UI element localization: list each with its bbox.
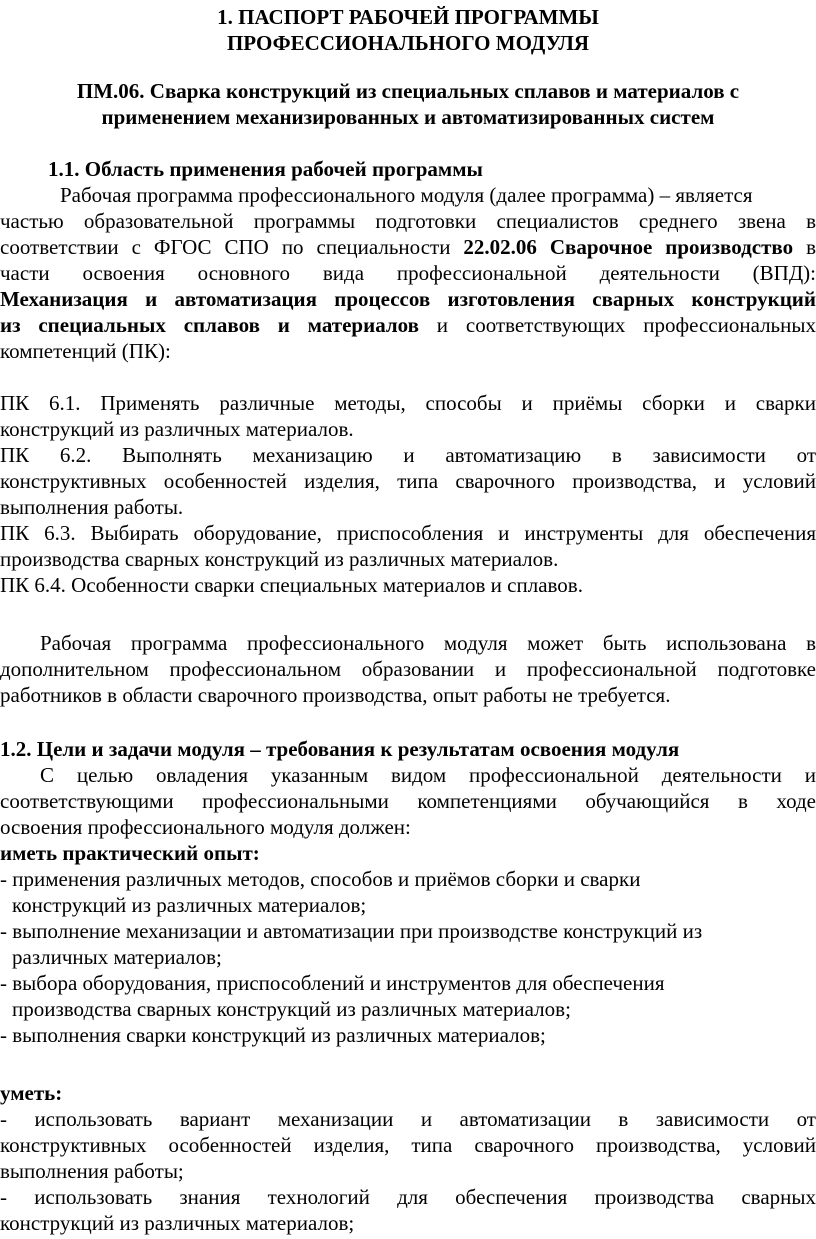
list-item: - применения различных методов, способов и приёмов сборки и сварки	[0, 867, 641, 891]
pk-item-line: ПК 6.1. Применять различные методы, способы и приёмы сборки и сварки	[0, 391, 816, 415]
paragraph-line: С целью овладения указанным видом профессиональной деятельности и	[40, 763, 816, 787]
pk-item-line: ПК 6.4. Особенности сварки специальных материалов и сплавов.	[0, 573, 583, 597]
list-item: конструктивных особенностей изделия, типа сварочного производства, условий	[0, 1133, 816, 1157]
pk-item-line: конструкций из различных материалов.	[0, 417, 354, 441]
list-item: - использовать знания технологий для обеспечения производства сварных	[0, 1185, 816, 1209]
specialty-name: 22.02.06 Сварочное производство	[463, 235, 794, 259]
pk-item-line: производства сварных конструкций из различных материалов.	[0, 547, 559, 571]
pk-item-line: конструктивных особенностей изделия, типа сварочного производства, и условий	[0, 469, 816, 493]
list-item: производства сварных конструкций из различных материалов;	[12, 997, 571, 1021]
pk-item-line: выполнения работы.	[0, 495, 184, 519]
list-item: различных материалов;	[12, 945, 222, 969]
paragraph-line: дополнительном профессиональном образовании и профессиональной подготовке	[0, 657, 816, 681]
list-item: конструкций из различных материалов;	[12, 893, 367, 917]
paragraph-line: Рабочая программа профессионального модуля (далее программа) – является	[60, 183, 753, 207]
module-title-line-2: применением механизированных и автоматизированных систем	[101, 105, 715, 129]
list-item: - использовать вариант механизации и автоматизации в зависимости от	[0, 1107, 816, 1131]
pk-item-line: ПК 6.3. Выбирать оборудование, приспособления и инструменты для обеспечения	[0, 521, 816, 545]
paragraph-line	[0, 312, 816, 338]
paragraph-line: соответствующими профессиональными компетенциями обучающийся в ходе	[0, 789, 816, 813]
paragraph-line: части освоения основного вида профессиональной деятельности (ВПД):	[0, 261, 816, 285]
paragraph-line: работников в области сварочного производства, опыт работы не требуется.	[0, 683, 671, 707]
pk-item-line: ПК 6.2. Выполнять механизацию и автоматизацию в зависимости от	[0, 443, 816, 467]
list-item: - выполнения сварки конструкций из различных материалов;	[0, 1023, 546, 1047]
paragraph-text: соответствии с ФГОС СПО по специальности	[0, 235, 464, 259]
experience-label: иметь практический опыт:	[0, 841, 260, 865]
section-1-1-heading: 1.1. Область применения рабочей программы	[48, 157, 483, 181]
list-item: - выполнение механизации и автоматизации при производстве конструкций из	[0, 919, 703, 943]
paragraph-line: компетенций (ПК):	[0, 339, 171, 363]
paragraph-text: в	[793, 235, 816, 259]
paragraph-text: и соответствующих профессиональных	[418, 313, 816, 337]
paragraph-line: частью образовательной программы подготовки специалистов среднего звена в	[0, 209, 816, 233]
skills-label: уметь:	[0, 1081, 63, 1105]
page-title-line-1: 1. ПАСПОРТ РАБОЧЕЙ ПРОГРАММЫ	[217, 5, 599, 29]
section-1-2-heading: 1.2. Цели и задачи модуля – требования к результатам освоения модуля	[0, 737, 680, 761]
paragraph-line: освоения профессионального модуля должен:	[0, 815, 411, 839]
vpd-name-line: Механизация и автоматизация процессов изготовления сварных конструкций	[0, 287, 816, 311]
list-item: выполнения работы;	[0, 1159, 184, 1183]
paragraph-line	[0, 234, 816, 260]
vpd-name-continued: из специальных сплавов и материалов	[0, 313, 419, 337]
list-item: конструкций из различных материалов;	[0, 1211, 355, 1235]
paragraph-line: Рабочая программа профессионального модуля может быть использована в	[40, 631, 816, 655]
page-title-line-2: ПРОФЕССИОНАЛЬНОГО МОДУЛЯ	[226, 31, 590, 55]
module-title-line-1: ПМ.06. Сварка конструкций из специальных сплавов и материалов с	[76, 79, 740, 103]
list-item: - выбора оборудования, приспособлений и инструментов для обеспечения	[0, 971, 665, 995]
